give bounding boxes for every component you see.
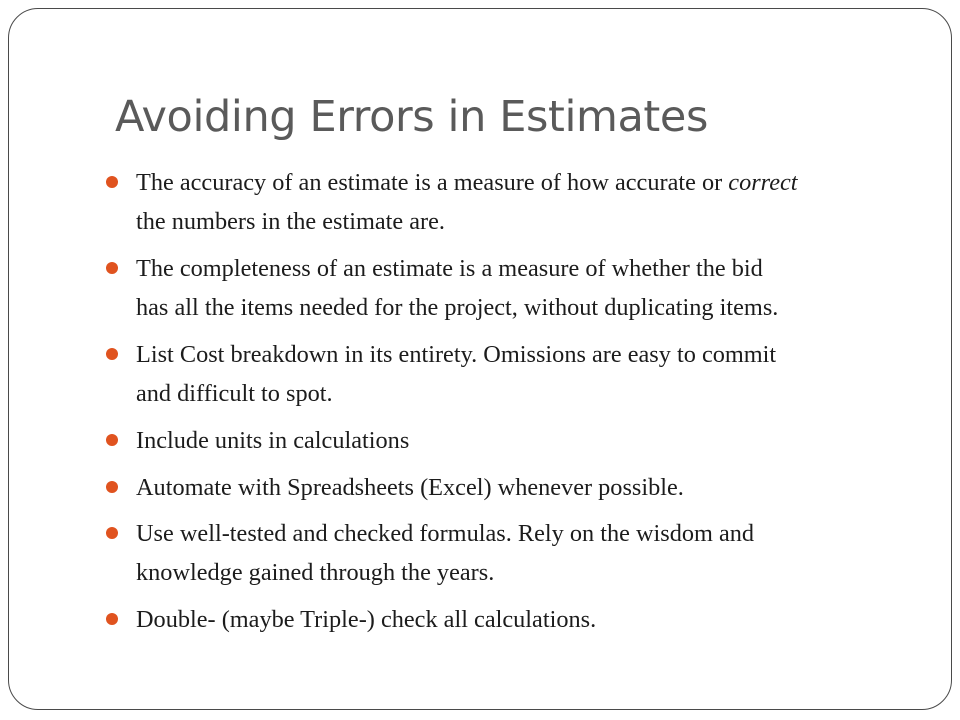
bullet-text: The completeness of an estimate is a measure of whether the bid has all the items needed for the project, without duplicating items. — [136, 255, 779, 321]
bullet-text: The accuracy of an estimate is a measure of how accurate or correct the numbers in the estimate are. — [136, 169, 798, 235]
slide-title: Avoiding Errors in Estimates — [115, 92, 708, 142]
bullet-text: Use well-tested and checked formulas. Rely on the wisdom and knowledge gained through the years. — [136, 520, 755, 586]
bullet-text: Include units in calculations — [136, 427, 410, 454]
bullet-item-formulas — [136, 514, 916, 592]
bullet-item-accuracy — [136, 163, 916, 241]
bullet-text: Automate with Spreadsheets (Excel) whenever possible. — [136, 474, 684, 501]
bullet-dot-icon — [106, 176, 118, 188]
bullet-item-cost-breakdown — [136, 335, 916, 413]
bullet-item-automate — [136, 468, 916, 507]
bullet-text: Double- (maybe Triple-) check all calculations. — [136, 606, 597, 633]
bullet-dot-icon — [106, 348, 118, 360]
bullet-dot-icon — [106, 262, 118, 274]
bullet-text: List Cost breakdown in its entirety. Omissions are easy to commit and difficult to spot. — [136, 341, 777, 407]
bullet-dot-icon — [106, 481, 118, 493]
bullet-dot-icon — [106, 527, 118, 539]
bullet-dot-icon — [106, 613, 118, 625]
emphasized-word: correct — [728, 169, 798, 196]
slide-frame — [8, 8, 952, 710]
bullet-item-units — [136, 421, 916, 460]
bullet-item-completeness — [136, 249, 916, 327]
bullet-dot-icon — [106, 434, 118, 446]
bullet-item-double-check — [136, 600, 916, 639]
